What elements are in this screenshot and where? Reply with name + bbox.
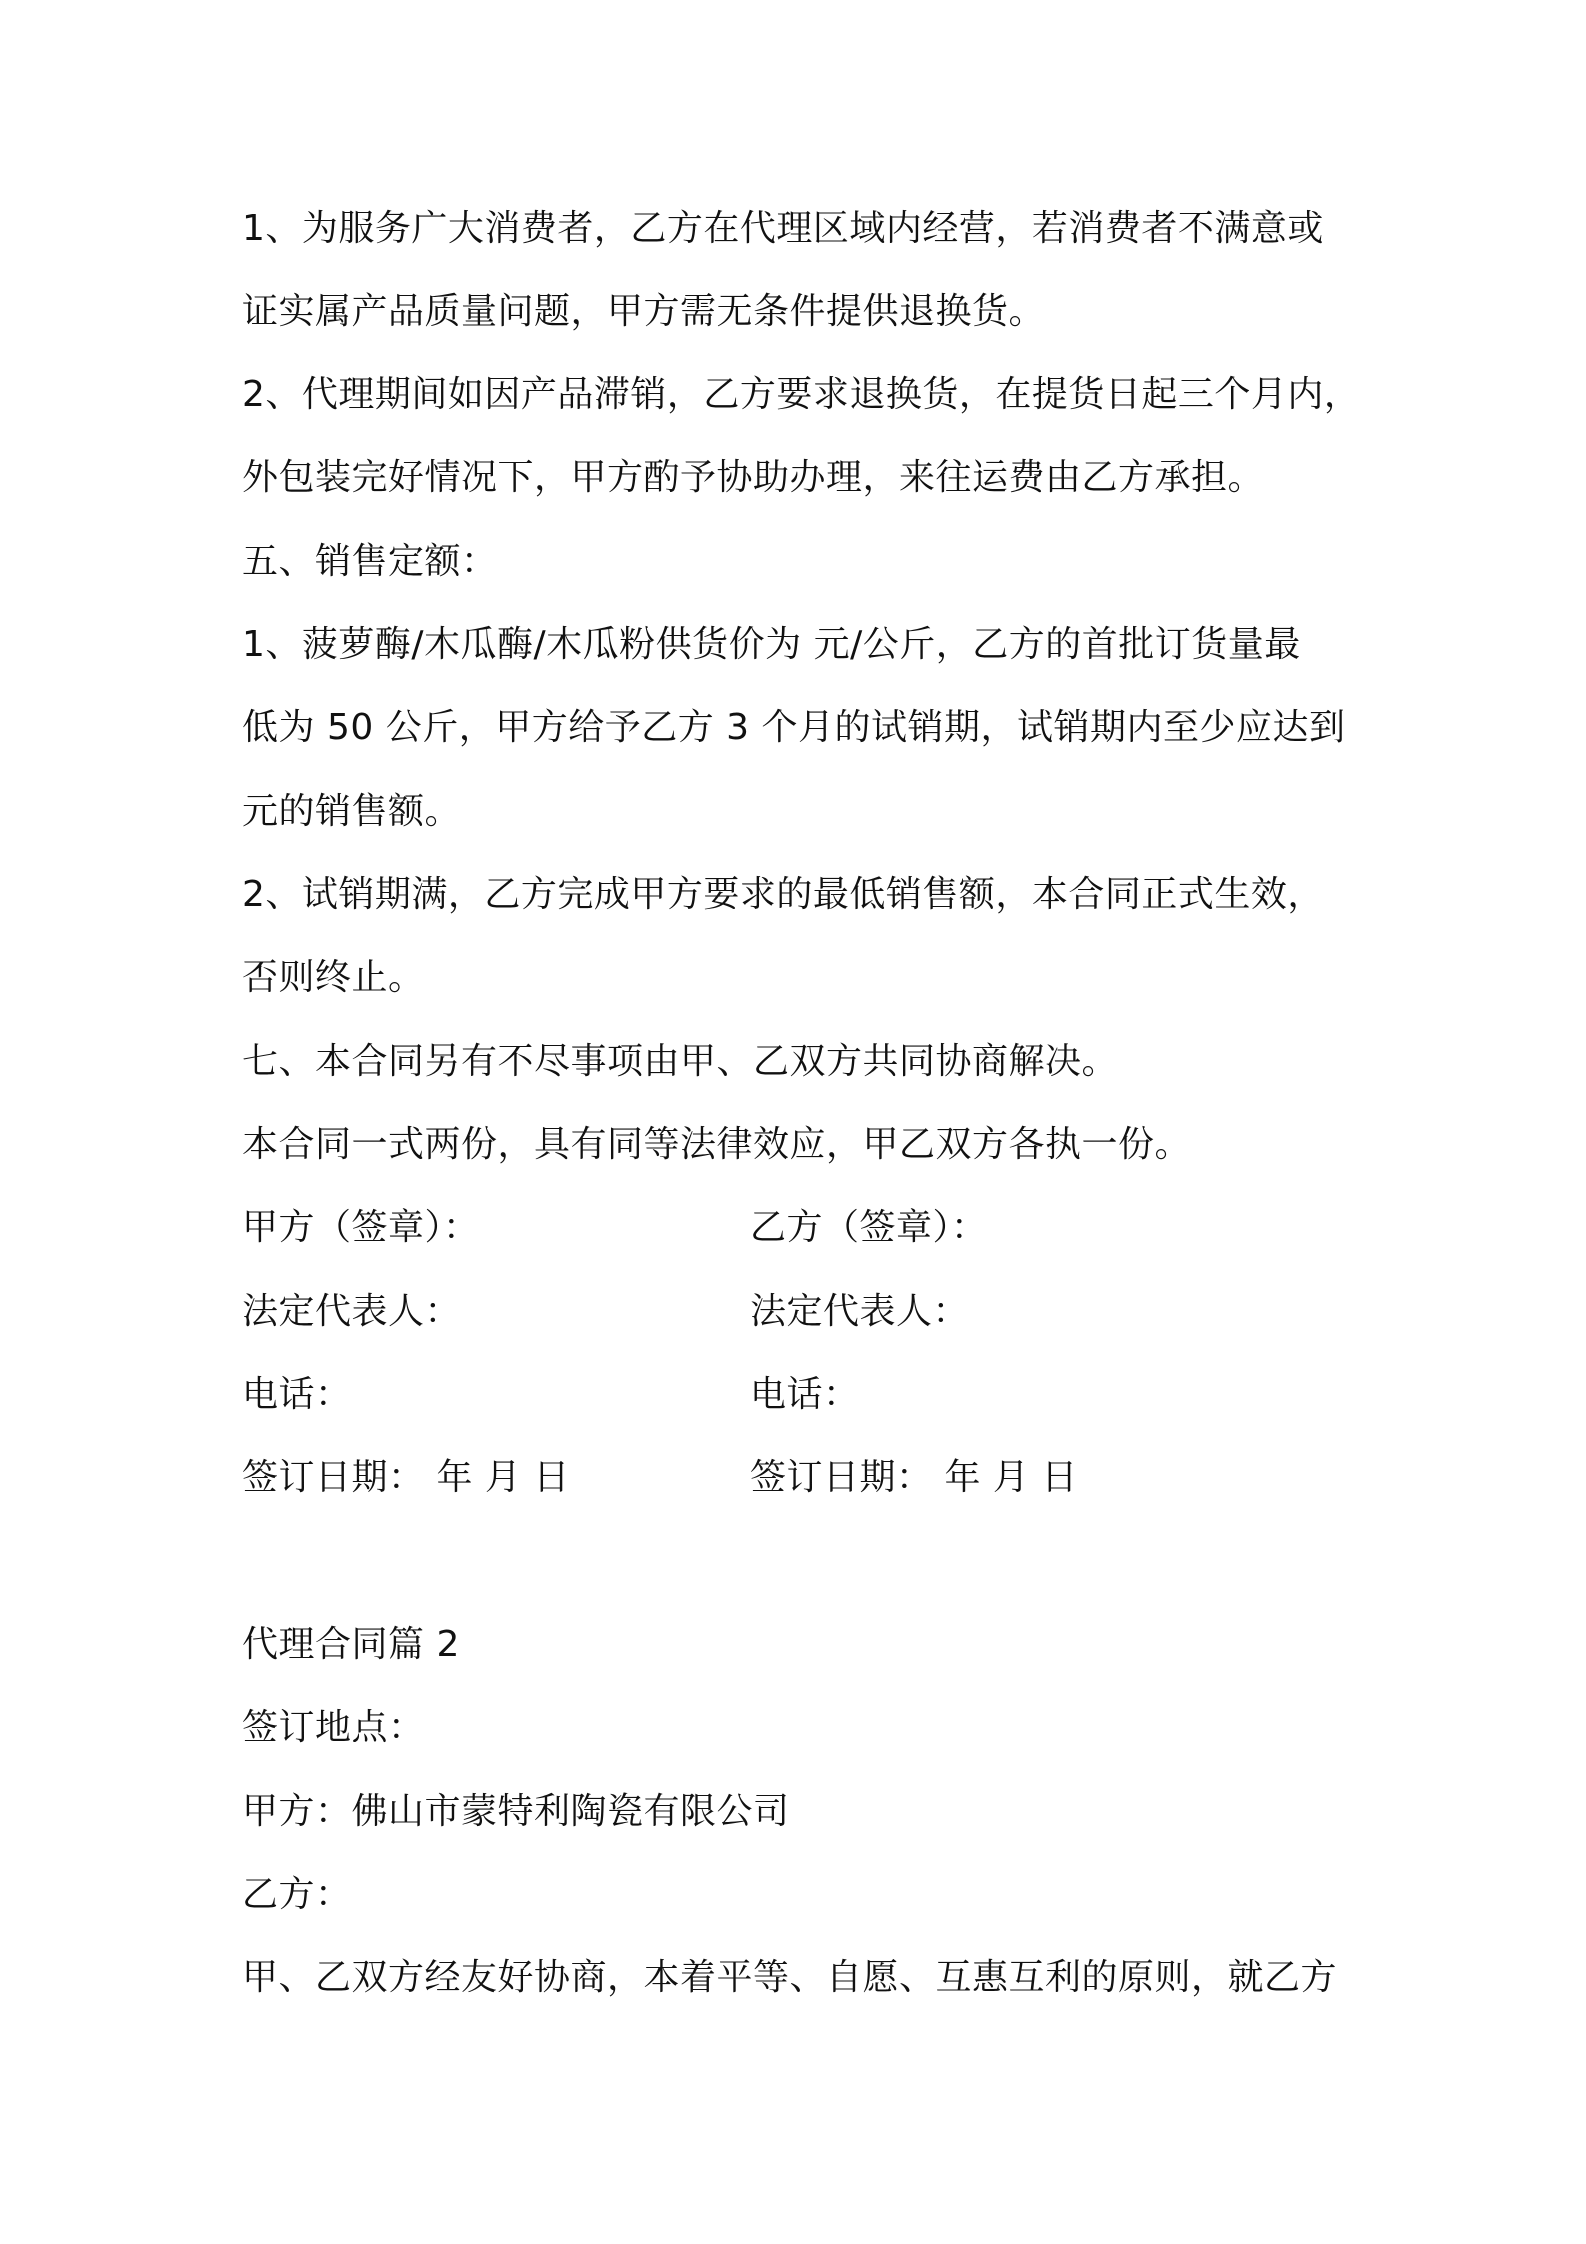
section-heading-sales-quota: 五、销售定额： — [242, 541, 498, 582]
party-a-seal: 甲方（签章）： — [242, 1207, 480, 1248]
section2-party-a: 甲方：佛山市蒙特利陶瓷有限公司 — [242, 1791, 790, 1832]
party-b-date: 签订日期： 年 月 日 — [750, 1457, 1078, 1498]
party-a-phone: 电话： — [242, 1374, 352, 1415]
party-b-representative: 法定代表人： — [750, 1291, 970, 1332]
body-line-7: 低为 50 公斤，甲方给予乙方 3 个月的试销期，试销期内至少应达到 — [242, 707, 1346, 748]
body-line-2: 证实属产品质量问题，甲方需无条件提供退换货。 — [242, 291, 1046, 332]
body-line-3: 2、代理期间如因产品滞销，乙方要求退换货，在提货日起三个月内， — [242, 374, 1361, 415]
body-line-6: 1、菠萝酶/木瓜酶/木瓜粉供货价为 元/公斤，乙方的首批订货量最 — [242, 624, 1301, 665]
section2-place: 签订地点： — [242, 1707, 425, 1748]
section2-title: 代理合同篇 2 — [242, 1624, 460, 1665]
body-line-9: 2、试销期满，乙方完成甲方要求的最低销售额，本合同正式生效， — [242, 874, 1324, 915]
party-a-date: 签订日期： 年 月 日 — [242, 1457, 570, 1498]
party-b-seal: 乙方（签章）： — [750, 1207, 988, 1248]
copies-clause: 本合同一式两份，具有同等法律效应，甲乙双方各执一份。 — [242, 1124, 1192, 1165]
party-a-representative: 法定代表人： — [242, 1291, 462, 1332]
section2-intro: 甲、乙双方经友好协商，本着平等、自愿、互惠互利的原则，就乙方 — [242, 1957, 1338, 1998]
body-line-8: 元的销售额。 — [242, 791, 462, 832]
clause-seven: 七、本合同另有不尽事项由甲、乙双方共同协商解决。 — [242, 1041, 1119, 1082]
body-line-10: 否则终止。 — [242, 957, 425, 998]
body-line-1: 1、为服务广大消费者，乙方在代理区域内经营，若消费者不满意或 — [242, 208, 1324, 249]
body-line-4: 外包装完好情况下，甲方酌予协助办理，来往运费由乙方承担。 — [242, 457, 1265, 498]
party-b-phone: 电话： — [750, 1374, 860, 1415]
section2-party-b: 乙方： — [242, 1874, 352, 1915]
